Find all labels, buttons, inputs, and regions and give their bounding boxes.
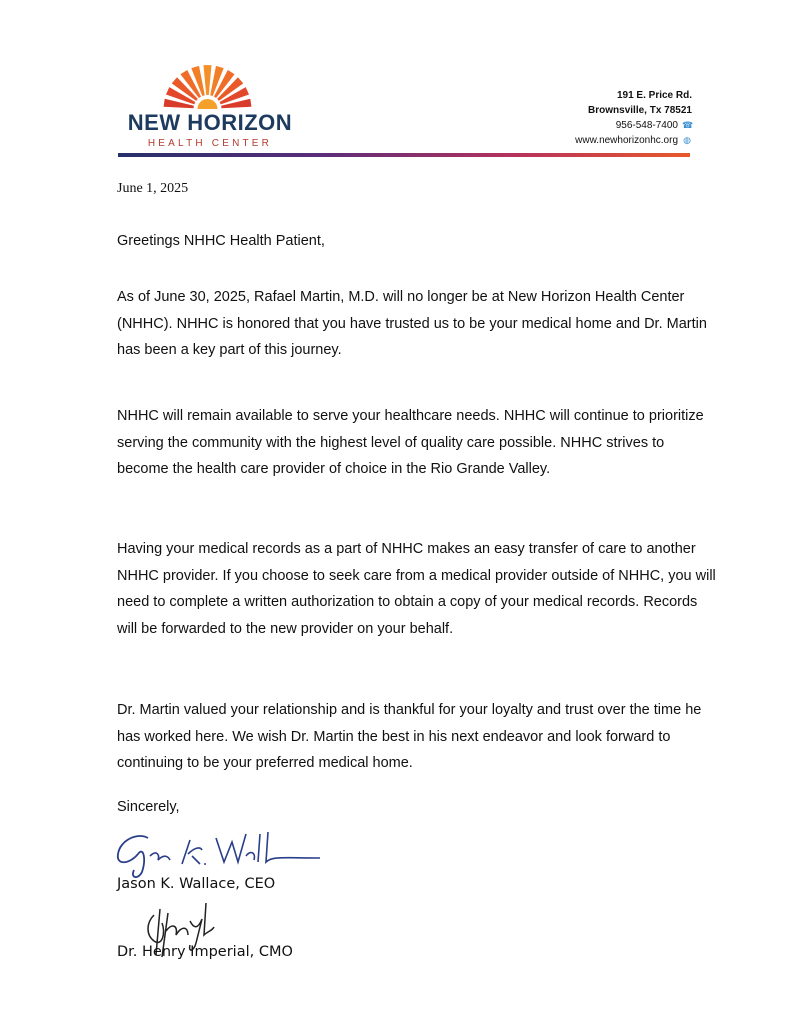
ceo-name: Jason K. Wallace, CEO (117, 876, 276, 892)
sunrise-logo-icon (160, 62, 255, 110)
address-line-1: 191 E. Price Rd. (616, 90, 692, 101)
paragraph-2: NHHC will remain available to serve your healthcare needs. NHHC will continue to prioritize serving the community with the highest level of quality care possible. NHHC strives to become the health care provider of choice in the Rio Grande Valley. (117, 408, 704, 477)
letter-date: June 1, 2025 (117, 181, 189, 196)
website-line (575, 133, 692, 148)
sunrise-ray (203, 65, 211, 95)
letter-closing: Sincerely, (117, 799, 180, 815)
phone-number: 956-548-7400 (615, 120, 678, 131)
paragraph-4: Dr. Martin valued your relationship and is thankful for your loyalty and trust over the time he has worked here. We wish Dr. Martin the best in his next endeavor and look forward to continuing to be your preferred medical home. (117, 702, 702, 771)
letterhead-divider (118, 153, 690, 157)
contact-block (575, 88, 692, 148)
sun-core (198, 99, 218, 109)
letter-greeting: Greetings NHHC Health Patient, (117, 233, 325, 249)
phone-line (575, 118, 692, 133)
org-subtitle: HEALTH CENTER (147, 138, 273, 149)
cmo-name: Dr. Henry Imperial, CMO (117, 944, 293, 960)
address-line-2: Brownsville, Tx 78521 (588, 105, 692, 116)
globe-icon: ◍ (683, 135, 691, 145)
website-link[interactable]: www.newhorizonhc.org (575, 135, 678, 146)
paragraph-3: Having your medical records as a part of NHHC makes an easy transfer of care to another NHHC provider. If you choose to seek care from a medical provider outside of NHHC, you will need to complete a written authorization to obtain a copy of your medical records. Records will be forwarded to the new provider on your behalf. (117, 541, 716, 637)
org-logo (120, 62, 300, 152)
org-name: NEW HORIZON (127, 110, 293, 135)
phone-icon: ☎ (682, 120, 694, 130)
paragraph-1: As of June 30, 2025, Rafael Martin, M.D. will no longer be at New Horizon Health Center (NHHC). NHHC is honored that you have trusted us to be your medical home and Dr. Martin has been a key part of this journey. (117, 289, 707, 358)
